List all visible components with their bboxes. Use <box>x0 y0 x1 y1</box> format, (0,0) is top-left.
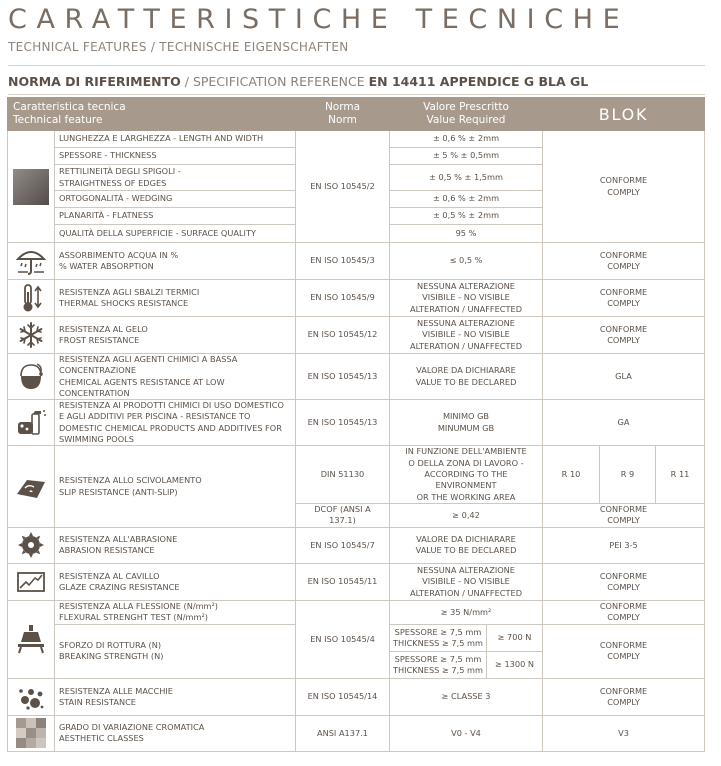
feature-straightness <box>55 165 296 191</box>
result-it: CONFORME <box>599 640 648 651</box>
value-line: THICKNESS ≥ 7,5 mm <box>393 637 483 648</box>
norm-thermal-shock: EN ISO 10545/9 <box>296 280 390 317</box>
feature-stain <box>55 678 296 715</box>
feature-line: CONCENTRAZIONE <box>59 365 137 376</box>
feature-domestic-chemical <box>55 400 296 446</box>
result-thermal-shock <box>543 280 705 317</box>
table-row <box>8 400 705 446</box>
value-line: ALTERATION / UNAFFECTED <box>410 587 522 598</box>
result-frost <box>543 317 705 354</box>
page-subtitle: TECHNICAL FEATURES / TECHNISCHE EIGENSCHAFTEN <box>8 40 349 54</box>
color-variation-icon <box>8 715 55 751</box>
divider <box>8 65 705 66</box>
result-dcof <box>543 503 705 527</box>
feature-flexural <box>55 600 296 624</box>
value-water-absorption: ≤ 0,5 % <box>390 243 543 280</box>
value-frost <box>390 317 543 354</box>
result-abrasion: PEI 3-5 <box>543 527 705 563</box>
value-line: VALORE DA DICHIARARE <box>416 365 516 376</box>
snowflake-icon <box>8 317 55 354</box>
feature-en: FLEXURAL STRENGHT TEST (N/mm²) <box>59 612 208 623</box>
value-line: VALUE TO BE DECLARED <box>415 376 517 387</box>
result-chemical-low: GLA <box>543 354 705 400</box>
value-line: ACCORDING TO THE ENVIRONMENT <box>424 468 508 491</box>
value-wedging: ± 0,6 % ± 2mm <box>390 191 543 208</box>
header-value-en: Value Required <box>426 114 506 126</box>
feature-en: STRAIGHTNESS OF EDGES <box>59 177 167 188</box>
norm-stain: EN ISO 10545/14 <box>296 678 390 715</box>
header-norm <box>296 98 390 131</box>
norm-slip-din: DIN 51130 <box>296 446 390 503</box>
header-brand: BLOK <box>543 98 705 131</box>
table-row <box>8 527 705 563</box>
feature-aesthetic <box>55 715 296 751</box>
value-line: IN FUNZIONE DELL'AMBIENTE <box>405 446 527 457</box>
result-en: COMPLY <box>607 696 640 707</box>
thermometer-icon <box>8 280 55 317</box>
result-it: CONFORME <box>599 685 648 696</box>
value-line: ALTERATION / UNAFFECTED <box>410 340 522 351</box>
feature-en: ABRASION RESISTANCE <box>59 545 155 556</box>
tile-swatch-icon <box>8 131 55 243</box>
result-stain <box>543 678 705 715</box>
value-abrasion <box>390 527 543 563</box>
result-en: COMPLY <box>607 515 640 526</box>
result-it: CONFORME <box>599 286 648 297</box>
feature-surface-quality: QUALITÀ DELLA SUPERFICIE - SURFACE QUALITY <box>55 225 296 243</box>
table-row <box>8 715 705 751</box>
value-breaking-thickness-b <box>390 651 487 678</box>
feature-line: CHEMICAL AGENTS RESISTANCE AT LOW <box>59 376 225 387</box>
feature-it: RESISTENZA AL CAVILLO <box>59 570 160 581</box>
header-value-it: Valore Prescritto <box>423 101 509 113</box>
header-norm-en: Norm <box>328 114 357 126</box>
feature-crazing <box>55 563 296 600</box>
feature-water-absorption <box>55 243 296 280</box>
result-slip-r9: R 9 <box>600 446 656 503</box>
table-row <box>8 131 705 148</box>
value-crazing <box>390 563 543 600</box>
value-breaking-a: ≥ 700 N <box>487 624 543 651</box>
value-flexural: ≥ 35 N/mm² <box>390 600 543 624</box>
result-aesthetic: V3 <box>543 715 705 751</box>
result-slip-r11: R 11 <box>656 446 705 503</box>
feature-it: RESISTENZA ALLE MACCHIE <box>59 685 173 696</box>
feature-breaking-strength <box>55 624 296 678</box>
divider <box>8 94 705 95</box>
value-line: NESSUNA ALTERAZIONE <box>417 564 515 575</box>
result-slip-r10: R 10 <box>543 446 600 503</box>
feature-en: FROST RESISTANCE <box>59 335 140 345</box>
value-line: VALORE DA DICHIARARE <box>416 534 516 545</box>
feature-en: % WATER ABSORPTION <box>59 261 154 271</box>
value-line: NESSUNA ALTERAZIONE <box>417 318 515 329</box>
value-length-width: ± 0,6 % ± 2mm <box>390 131 543 148</box>
value-line: VISIBILE - NO VISIBLE <box>422 576 510 587</box>
value-dcof: ≥ 0,42 <box>390 503 543 527</box>
feature-en: STAIN RESISTANCE <box>59 696 136 707</box>
feature-line: DOMESTIC CHEMICAL PRODUCTS AND ADDITIVES FOR <box>59 422 282 433</box>
result-it: CONFORME <box>599 504 648 515</box>
norma-separator: / SPECIFICATION REFERENCE <box>180 74 369 89</box>
feature-line: E AGLI ADDITIVI PER PISCINA - RESISTANCE TO <box>59 411 251 422</box>
feature-it: RESISTENZA ALLO SCIVOLAMENTO <box>59 475 202 486</box>
result-it: CONFORME <box>599 175 648 186</box>
feature-it: RETTILINEITÀ DEGLI SPIGOLI - <box>59 166 181 177</box>
table-row <box>8 354 705 400</box>
feature-frost <box>55 317 296 354</box>
feature-thickness: SPESSORE - THICKNESS <box>55 148 296 165</box>
table-row <box>8 243 705 280</box>
norma-label: NORMA DI RIFERIMENTO <box>8 74 181 89</box>
norm-domestic-chemical: EN ISO 10545/13 <box>296 400 390 446</box>
value-line: O DELLA ZONA DI LAVORO - <box>408 457 524 468</box>
abrasion-disc-icon <box>8 527 55 563</box>
value-surface-quality: 95 % <box>390 225 543 243</box>
result-en: COMPLY <box>607 581 640 592</box>
norm-crazing: EN ISO 10545/11 <box>296 563 390 600</box>
result-it: CONFORME <box>599 323 648 334</box>
value-line: VISIBILE - NO VISIBLE <box>422 329 510 340</box>
feature-it: RESISTENZA AL GELO <box>59 323 148 334</box>
value-flatness: ± 0,5 % ± 2mm <box>390 208 543 225</box>
result-en: COMPLY <box>607 186 640 197</box>
water-absorption-icon <box>8 243 55 280</box>
header-norm-it: Norma <box>324 101 361 113</box>
norm-water-absorption: EN ISO 10545/3 <box>296 243 390 280</box>
value-aesthetic: V0 - V4 <box>390 715 543 751</box>
header-value <box>390 98 543 131</box>
feature-it: RESISTENZA ALLA FLESSIONE (N/mm²) <box>59 601 219 612</box>
value-line: SPESSORE ≥ 7,5 mm <box>394 653 482 664</box>
value-thermal-shock <box>390 280 543 317</box>
value-chemical-low <box>390 354 543 400</box>
feature-slip-resistance <box>55 446 296 527</box>
value-slip-din <box>390 446 543 503</box>
feature-line: SWIMMING POOLS <box>59 434 134 445</box>
norm-frost: EN ISO 10545/12 <box>296 317 390 354</box>
result-en: COMPLY <box>607 612 640 623</box>
stain-drops-icon <box>8 678 55 715</box>
feature-it: RESISTENZA AGLI SBALZI TERMICI <box>59 286 200 297</box>
page-title: CARATTERISTICHE TECNICHE <box>8 4 630 35</box>
feature-flatness: PLANARITÀ - FLATNESS <box>55 208 296 225</box>
value-line: ALTERATION / UNAFFECTED <box>410 303 522 314</box>
feature-line: RESISTENZA AGLI AGENTI CHIMICI A BASSA <box>59 354 238 364</box>
result-flexural <box>543 600 705 624</box>
value-line: VALUE TO BE DECLARED <box>415 545 517 556</box>
value-line: MINIMO GB <box>442 411 490 422</box>
norm-chemical-low: EN ISO 10545/13 <box>296 354 390 400</box>
value-thickness: ± 5 % ± 0,5mm <box>390 148 543 165</box>
result-it: CONFORME <box>599 249 648 260</box>
norm-flexural: EN ISO 10545/4 <box>296 600 390 678</box>
norm-abrasion: EN ISO 10545/7 <box>296 527 390 563</box>
result-it: CONFORME <box>599 601 648 612</box>
value-line: NESSUNA ALTERAZIONE <box>417 281 515 292</box>
value-stain: ≥ CLASSE 3 <box>390 678 543 715</box>
table-header-row <box>8 98 705 131</box>
header-feature-en: Technical feature <box>13 114 103 126</box>
chemical-flask-icon <box>8 354 55 400</box>
table-row <box>8 678 705 715</box>
value-line: MINUMUM GB <box>437 422 495 433</box>
feature-length-width: LUNGHEZZA E LARGHEZZA - LENGTH AND WIDTH <box>55 131 296 148</box>
feature-chemical-low <box>55 354 296 400</box>
result-it: CONFORME <box>599 570 648 581</box>
result-breaking-strength <box>543 624 705 678</box>
result-dimensional <box>543 131 705 243</box>
value-breaking-b: ≥ 1300 N <box>487 651 543 678</box>
result-en: COMPLY <box>607 651 640 662</box>
feature-en: AESTHETIC CLASSES <box>59 733 144 744</box>
slip-surface-icon <box>8 446 55 527</box>
feature-en: SLIP RESISTANCE (ANTI-SLIP) <box>59 486 178 497</box>
value-breaking-thickness-a <box>390 624 487 651</box>
spray-bottle-icon <box>8 400 55 446</box>
feature-it: RESISTENZA ALL'ABRASIONE <box>59 534 178 545</box>
result-en: COMPLY <box>607 261 640 271</box>
feature-it: SFORZO DI ROTTURA (N) <box>59 640 162 651</box>
value-line: THICKNESS ≥ 7,5 mm <box>393 664 483 675</box>
feature-en: THERMAL SHOCKS RESISTANCE <box>59 298 189 308</box>
norm-dimensional: EN ISO 10545/2 <box>296 131 390 243</box>
result-en: COMPLY <box>607 298 640 308</box>
result-crazing <box>543 563 705 600</box>
feature-line: CONCENTRATION <box>59 387 130 398</box>
specification-reference <box>8 74 588 89</box>
table-row <box>8 563 705 600</box>
weight-press-icon <box>8 600 55 678</box>
table-row <box>8 317 705 354</box>
feature-wedging: ORTOGONALITÀ - WEDGING <box>55 191 296 208</box>
norma-code: EN 14411 APPENDICE G BLA GL <box>368 74 589 89</box>
norm-dcof: DCOF (ANSI A 137.1) <box>296 503 390 527</box>
feature-en: GLAZE CRAZING RESISTANCE <box>59 581 180 592</box>
result-domestic-chemical: GA <box>543 400 705 446</box>
table-row <box>8 446 705 503</box>
technical-features-table <box>7 97 705 752</box>
value-line: SPESSORE ≥ 7,5 mm <box>394 626 482 637</box>
value-line: VISIBILE - NO VISIBLE <box>422 292 510 303</box>
feature-thermal-shock <box>55 280 296 317</box>
feature-en: BREAKING STRENGTH (N) <box>59 651 164 662</box>
feature-it: GRADO DI VARIAZIONE CROMATICA <box>59 722 205 733</box>
table-row <box>8 600 705 624</box>
norm-aesthetic: ANSI A137.1 <box>296 715 390 751</box>
feature-abrasion <box>55 527 296 563</box>
header-feature <box>8 98 296 131</box>
result-water-absorption <box>543 243 705 280</box>
feature-line: RESISTENZA AI PRODOTTI CHIMICI DI USO DOMESTICO <box>59 400 284 411</box>
table-row <box>8 280 705 317</box>
value-line: OR THE WORKING AREA <box>416 491 516 502</box>
header-feature-it: Caratteristica tecnica <box>13 101 126 113</box>
value-straightness: ± 0,5 % ± 1,5mm <box>390 165 543 191</box>
value-domestic-chemical <box>390 400 543 446</box>
feature-it: ASSORBIMENTO ACQUA IN % <box>59 249 179 260</box>
result-en: COMPLY <box>607 335 640 345</box>
glaze-crack-icon <box>8 563 55 600</box>
